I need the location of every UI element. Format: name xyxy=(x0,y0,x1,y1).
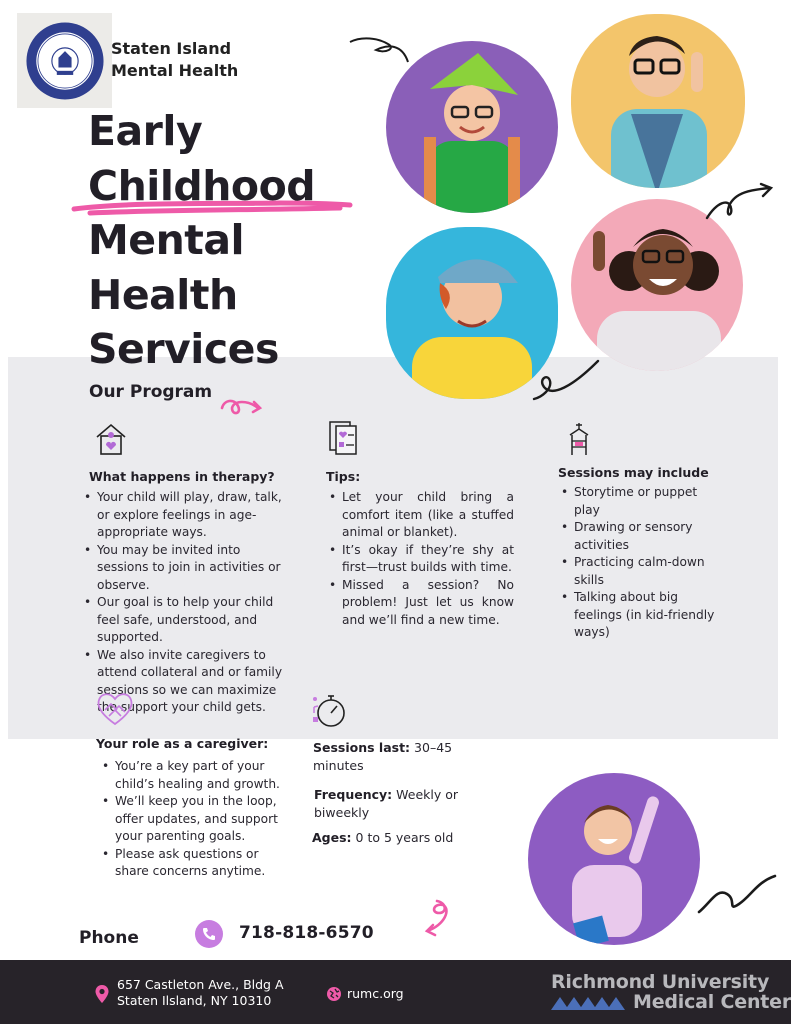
list-item: • You may be invited into sessions to join in activities or observe. xyxy=(81,542,291,595)
therapy-list xyxy=(81,489,291,717)
org-name-line1: Staten Island xyxy=(111,39,232,58)
stopwatch-icon xyxy=(311,693,347,729)
address-line1: 657 Castleton Ave., Bldg A xyxy=(117,977,284,992)
phone-icon xyxy=(201,926,217,942)
list-item: • Storytime or puppet play xyxy=(558,484,726,519)
website-link[interactable]: rumc.org xyxy=(347,986,404,1001)
session-length-value: 30–45 minutes xyxy=(313,740,453,773)
triangles-icon xyxy=(551,995,631,1011)
location-pin-icon xyxy=(94,984,110,1004)
list-item: • It’s okay if they’re shy at first—trust builds with time. xyxy=(326,542,514,577)
list-item: • Our goal is to help your child feel safe, understood, and supported. xyxy=(81,594,291,647)
child-photo-glasses xyxy=(571,14,745,188)
list-item: • Please ask questions or share concerns anytime. xyxy=(99,846,294,881)
page-title xyxy=(88,104,315,377)
org-name-line2: Mental Health xyxy=(111,61,239,80)
child-photo-green-hat xyxy=(386,41,558,213)
title-line: Early xyxy=(88,107,203,155)
org-name xyxy=(111,38,238,82)
list-item: • Let your child bring a comfort item (like a stuffed animal or blanket). xyxy=(326,489,514,542)
caregiver-list xyxy=(99,758,294,881)
list-item: • You’re a key part of your child’s healing and growth. xyxy=(99,758,294,793)
tips-heading: Tips: xyxy=(326,469,361,484)
list-item: • Your child will play, draw, talk, or explore feelings in age-appropriate ways. xyxy=(81,489,291,542)
frequency-label: Frequency: xyxy=(314,787,393,802)
program-heading: Our Program xyxy=(89,382,213,402)
address-line2: Staten Ilsland, NY 10310 xyxy=(117,993,272,1008)
globe-icon xyxy=(326,986,342,1002)
heart-hands-icon xyxy=(95,690,135,728)
caregiver-heading: Your role as a caregiver: xyxy=(96,736,269,751)
child-photo-pink xyxy=(571,199,743,371)
session-ages xyxy=(312,829,512,847)
squiggle-decoration xyxy=(348,34,410,68)
ages-label: Ages: xyxy=(312,830,352,845)
seal-icon xyxy=(24,20,106,102)
rumc-logo xyxy=(551,969,791,1017)
session-length xyxy=(313,739,483,775)
address xyxy=(117,977,284,1009)
playground-icon xyxy=(566,421,592,457)
list-item: • We also invite caregivers to attend collateral and or family sessions so we can maximize the support your child gets. xyxy=(81,647,291,717)
ages-value: 0 to 5 years old xyxy=(355,830,454,845)
list-item: • Drawing or sensory activities xyxy=(558,519,726,554)
phone-number-link[interactable]: 718-818-6570 xyxy=(239,923,374,943)
curl-decoration xyxy=(532,357,602,403)
list-item: • We’ll keep you in the loop, offer updates, and support your parenting goals. xyxy=(99,793,294,846)
phone-label: Phone xyxy=(79,928,139,948)
title-line: Childhood xyxy=(88,161,316,210)
list-item: • Talking about big feelings (in kid-friendly ways) xyxy=(558,589,726,642)
rumc-logo-line2: Medical Center xyxy=(633,991,791,1013)
sessions-list xyxy=(558,484,726,642)
child-photo-cheering xyxy=(528,773,700,945)
rumc-logo-line1: Richmond University xyxy=(551,971,770,993)
title-line: Health xyxy=(88,270,238,319)
pink-swirl-decoration xyxy=(220,396,268,422)
title-line: Mental xyxy=(88,216,245,264)
list-item: • Practicing calm-down skills xyxy=(558,554,726,589)
pink-hook-decoration xyxy=(421,897,455,939)
center-logo xyxy=(17,13,112,108)
checklist-icon xyxy=(328,420,358,456)
wave-decoration xyxy=(697,868,777,918)
session-frequency xyxy=(314,786,464,822)
frequency-value: Weekly or biweekly xyxy=(314,787,459,820)
tips-list xyxy=(326,489,514,629)
arrow-squiggle-decoration xyxy=(703,182,777,222)
sessions-heading: Sessions may include xyxy=(558,465,709,480)
house-heart-icon xyxy=(94,421,128,457)
footer xyxy=(0,960,791,1024)
phone-button[interactable] xyxy=(195,920,223,948)
list-item: • Missed a session? No problem! Just let us know and we’ll find a new time. xyxy=(326,577,514,630)
session-length-label: Sessions last: xyxy=(313,740,411,755)
title-line: Services xyxy=(88,325,279,373)
therapy-heading: What happens in therapy? xyxy=(89,469,275,484)
